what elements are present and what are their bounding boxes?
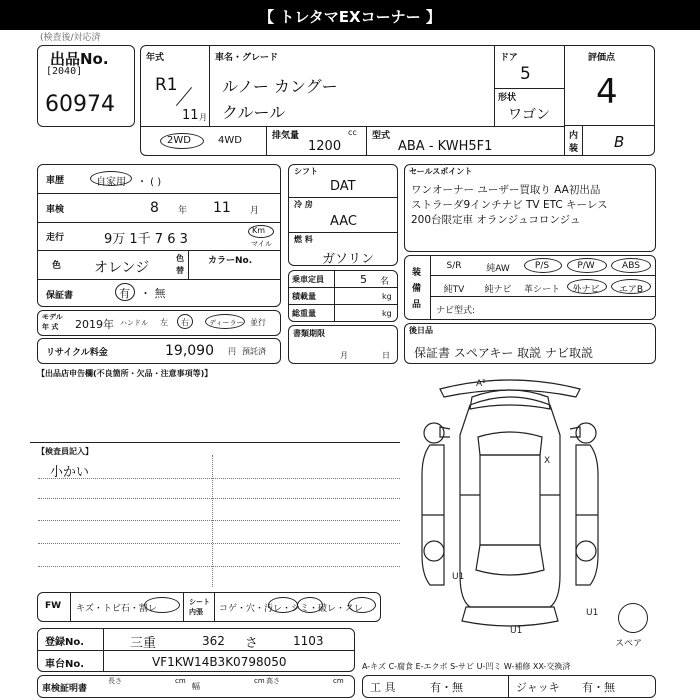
equip-navi: 純ナビ	[484, 285, 512, 295]
seat-stain-oval	[268, 597, 298, 613]
recycle-value: 19,090	[165, 343, 214, 359]
chassis-label: 車台No.	[45, 659, 85, 670]
chassis-value: VF1KW14B3K0798050	[152, 655, 287, 669]
divider	[582, 125, 583, 156]
divider	[141, 126, 564, 127]
wheel-fl	[424, 423, 444, 443]
mileage-mile: マイル	[251, 240, 272, 248]
equipment-label-1: 装	[412, 268, 422, 278]
weight-unit: kg	[382, 309, 392, 318]
divider	[38, 193, 280, 194]
divider	[334, 271, 335, 321]
divider	[289, 232, 397, 233]
equip-ps: P/S	[534, 261, 550, 271]
divider	[564, 46, 565, 156]
seat-label-1: シート	[189, 598, 210, 606]
equip-navi-model: ナビ型式:	[436, 306, 476, 316]
fw-items: キズ・トビ石・割レ	[76, 604, 157, 614]
model-year-value: 2019年	[75, 318, 114, 331]
dealer-label: ディーラー	[209, 319, 244, 327]
divider	[38, 279, 280, 280]
inspection-year: 8	[150, 200, 159, 216]
mirror-right	[570, 427, 580, 437]
registration-number: 1103	[293, 634, 324, 648]
tools-value: 有・無	[430, 681, 463, 694]
interior-label-2: 装	[569, 144, 579, 154]
divider	[38, 222, 280, 223]
sales-point-line-1: ワンオーナー ユーザー買取り AA初出品	[411, 184, 601, 196]
seat-spot-oval	[297, 597, 323, 613]
recycle-unit: 円	[228, 347, 236, 356]
warranty-label: 保証書	[46, 291, 74, 301]
jack-label: ジャッキ	[516, 681, 560, 694]
interior-value: B	[614, 133, 625, 151]
doc-deadline-day: 日	[382, 351, 390, 360]
mark-u1-left: U1	[452, 572, 465, 582]
guide-line	[38, 520, 400, 521]
model-year-label-1: モデル	[42, 313, 63, 321]
doc-deadline-month: 月	[340, 351, 348, 360]
model-label: 型式	[372, 131, 391, 141]
displacement-value: 1200	[308, 139, 342, 154]
cert-width-cm: cm	[254, 677, 265, 685]
divider	[494, 88, 564, 89]
seat-label-2: 内張	[189, 608, 203, 616]
warranty-yes: 有	[119, 287, 130, 300]
score-value: 4	[596, 72, 618, 112]
damage-legend: A-キズ C-腐食 E-エクボ S-サビ U-凹ミ W-補修 XX-交換済	[362, 662, 571, 671]
inspection-month-unit: 月	[250, 206, 260, 216]
capacity-value: 5	[360, 273, 367, 286]
divider	[430, 256, 431, 319]
inspector-label: 【検査員記入】	[37, 447, 93, 456]
divider	[38, 650, 354, 651]
mark-a1: A¹	[476, 379, 486, 389]
guide-line	[38, 498, 400, 499]
sales-point-line-2: ストラーダ9インチナビ TV ETC キーレス	[411, 199, 608, 211]
cert-length: 長さ	[108, 677, 122, 685]
certificate-label: 車検証明書	[42, 684, 88, 694]
model-year-label-2: 年 式	[42, 323, 59, 331]
sales-point-line-3: 200台限定車 オランジュコロンジュ	[411, 214, 581, 226]
mileage-value: 9万 1千 7 6 3	[104, 232, 188, 247]
score-label: 評価点	[588, 53, 616, 63]
later-items-value: 保証書 スペアキー 取説 ナビ取説	[414, 346, 593, 360]
cert-height: 高さ	[266, 677, 280, 685]
year-era: R1	[155, 75, 178, 95]
page-title: 【 トレタマEXコーナー 】	[259, 8, 441, 26]
interior-label-1: 内	[569, 131, 579, 141]
equip-sr: S/R	[446, 261, 462, 271]
equip-tv: 純TV	[443, 285, 465, 295]
import-label: 並行	[250, 318, 266, 327]
displacement-unit: cc	[348, 128, 357, 137]
fuel-label: 燃 料	[294, 235, 313, 244]
shift-label: シフト	[294, 167, 318, 176]
handle-left: 左	[160, 318, 168, 327]
load-unit: kg	[382, 292, 392, 301]
self-report-label: 【出品店申告欄(不良箇所・欠品・注意事項等)】	[37, 369, 213, 378]
drive-2wd: 2WD	[167, 135, 191, 146]
divider	[183, 593, 184, 621]
divider	[214, 593, 215, 621]
cert-length-cm: cm	[175, 677, 186, 685]
equip-airbag: エアB	[618, 285, 644, 295]
divider	[266, 126, 267, 156]
recycle-note: 預託済	[242, 347, 266, 356]
divider	[70, 593, 71, 621]
divider	[431, 296, 655, 297]
drive-4wd: 4WD	[218, 135, 242, 146]
aircon-value: AAC	[330, 214, 357, 229]
rear-window	[476, 545, 544, 575]
handle-label: ハンドル	[120, 319, 148, 327]
doc-deadline-label: 書類期限	[293, 329, 325, 338]
mark-x: X	[544, 456, 551, 466]
divider	[38, 250, 280, 251]
doors-label: ドア	[500, 53, 518, 63]
fw-crack-oval	[144, 597, 180, 613]
seat-items: コゲ・穴・汚レ・シミ・破レ・スレ	[219, 604, 364, 614]
year-month-unit: 月	[199, 113, 207, 122]
mileage-label: 走行	[46, 233, 65, 243]
load-label: 積載量	[292, 292, 316, 301]
color-change-1: 色	[176, 254, 184, 263]
guide-line	[38, 566, 400, 567]
divider	[431, 275, 655, 276]
rear-bumper	[462, 607, 558, 626]
wheel-rr	[576, 541, 596, 561]
recycle-label: リサイクル料金	[46, 348, 108, 358]
divider	[30, 442, 400, 443]
front-outline	[470, 390, 550, 409]
spare-label: スペア	[615, 639, 643, 649]
warranty-no: ・ 無	[140, 287, 166, 300]
shift-value: DAT	[330, 179, 356, 194]
divider	[289, 197, 397, 198]
color-no-label: カラーNo.	[208, 256, 253, 266]
sales-points-label: セールスポイント	[409, 167, 473, 176]
equipment-label-2: 備	[412, 284, 422, 294]
divider	[494, 46, 495, 126]
color-change-2: 替	[176, 266, 184, 275]
capacity-label: 乗車定員	[292, 275, 324, 284]
tools-label: 工 具	[370, 681, 396, 694]
equip-pw: P/W	[577, 261, 595, 271]
shape-value: ワゴン	[508, 107, 550, 123]
registration-kana: さ	[245, 636, 259, 651]
spare-tire-icon	[618, 603, 648, 633]
doors-value: 5	[520, 64, 531, 84]
divider	[103, 629, 104, 671]
lot-number: 60974	[45, 92, 115, 117]
seat-scuff-oval	[348, 597, 376, 613]
front-bumper	[440, 380, 580, 397]
history-label: 車歴	[46, 176, 65, 186]
jack-value: 有・無	[582, 681, 615, 694]
equip-ext-navi: 外ナビ	[572, 285, 600, 295]
wheel-rl	[424, 541, 444, 561]
cert-width: 幅	[192, 682, 200, 691]
year-label: 年式	[146, 53, 165, 63]
model-value: ABA - KWH5F1	[398, 139, 493, 154]
registration-class: 362	[202, 634, 225, 648]
mileage-km: Km	[252, 226, 266, 235]
divider	[508, 676, 509, 697]
car-roof	[480, 455, 540, 545]
weight-label: 総重量	[292, 309, 316, 318]
lot-code: [2040]	[46, 66, 83, 77]
guide-line	[38, 543, 400, 544]
equip-aw: 純AW	[486, 264, 510, 274]
mark-u1-right: U1	[586, 608, 599, 618]
capacity-unit: 名	[380, 277, 390, 287]
inspection-label: 車検	[46, 205, 65, 215]
history-value: 自家用	[96, 177, 126, 188]
equip-leather: 革シート	[523, 285, 560, 295]
divider	[209, 46, 210, 126]
car-diagram	[410, 375, 610, 635]
car-name: ルノー カングー	[222, 77, 338, 96]
divider	[289, 304, 397, 305]
equip-abs: ABS	[622, 261, 640, 271]
later-items-label: 後日品	[409, 326, 433, 335]
guide-line	[38, 478, 400, 479]
name-label: 車名・グレード	[215, 53, 279, 63]
color-label: 色	[52, 261, 62, 271]
year-month: 11	[182, 108, 199, 123]
fw-label: FW	[45, 601, 62, 611]
handle-right: 右	[181, 318, 189, 327]
color-value: オレンジ	[94, 260, 150, 276]
car-grade: クルール	[222, 103, 286, 122]
mirror-left	[440, 427, 450, 437]
divider	[564, 125, 654, 126]
wheel-fr	[576, 423, 596, 443]
registration-place: 三重	[130, 636, 157, 651]
history-rest: ・ ( )	[137, 177, 162, 188]
cert-height-cm: cm	[333, 677, 344, 685]
windshield	[478, 432, 542, 455]
inspection-year-unit: 年	[178, 206, 188, 216]
fuel-value: ガソリン	[322, 252, 375, 267]
aircon-label: 冷 房	[294, 200, 313, 209]
equipment-label-3: 品	[412, 300, 422, 310]
displacement-label: 排気量	[272, 131, 300, 141]
inspector-note: 小かい	[50, 465, 90, 480]
lot-label: 出品No.	[50, 50, 109, 68]
divider	[366, 126, 367, 156]
shape-label: 形状	[498, 93, 517, 103]
divider	[188, 250, 189, 279]
registration-label: 登録No.	[45, 637, 85, 648]
inspection-month: 11	[213, 200, 231, 216]
top-note: (検査後/対応済	[40, 33, 101, 43]
mark-u1-rear: U1	[510, 626, 523, 635]
divider	[289, 287, 397, 288]
guide-line	[212, 455, 213, 587]
